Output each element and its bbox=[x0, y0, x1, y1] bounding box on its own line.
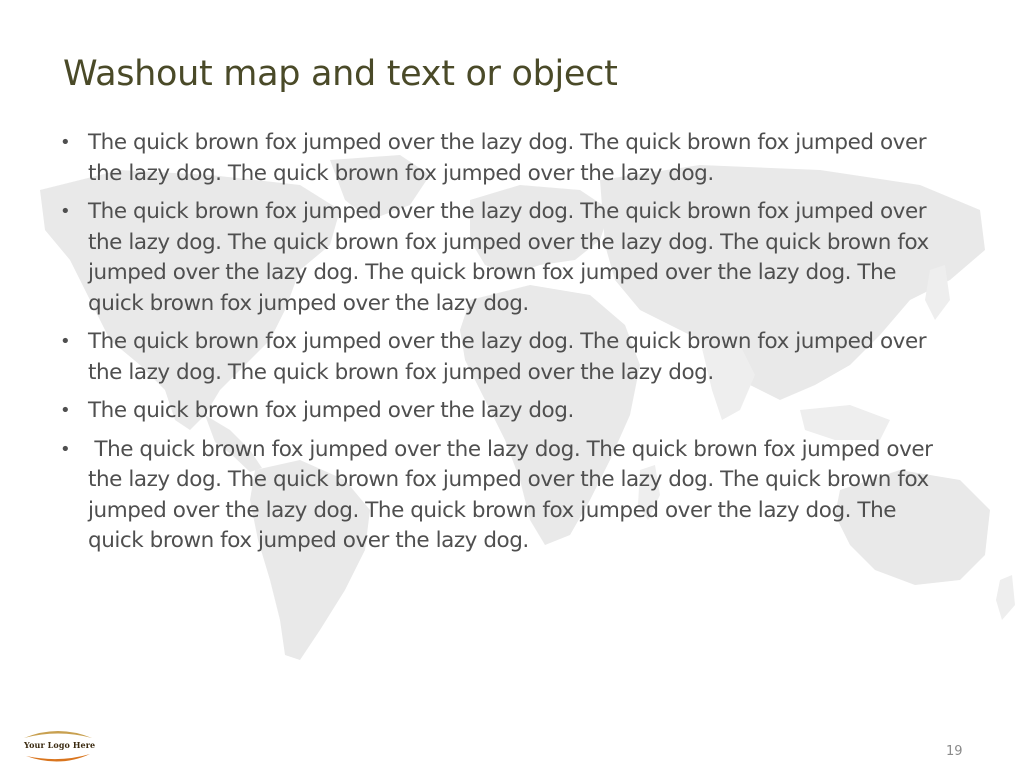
bullet-text: The quick brown fox jumped over the lazy dog. The quick brown fox jumped over the lazy dog. The quick brown fox jumped over the lazy dog. bbox=[88, 329, 927, 385]
slide-title: Washout map and text or object bbox=[63, 54, 618, 94]
bullet-text: The quick brown fox jumped over the lazy dog. The quick brown fox jumped over the lazy dog. The quick brown fox jumped over the lazy dog. The quick brown fox jumped over the lazy dog. The quick brown fox jumped over the lazy dog. The quick brown fox jumped over the lazy dog. bbox=[88, 436, 939, 553]
bullet-dot: • bbox=[60, 132, 71, 153]
bullet-list bbox=[56, 128, 956, 565]
bullet-item bbox=[56, 128, 956, 189]
bullet-item bbox=[56, 435, 956, 557]
page-number: 19 bbox=[946, 744, 963, 759]
bullet-dot: • bbox=[60, 438, 71, 460]
logo-text: Your Logo Here bbox=[24, 740, 96, 750]
bullet-text: The quick brown fox jumped over the lazy dog. bbox=[88, 398, 574, 423]
bullet-item bbox=[56, 327, 956, 388]
bullet-dot: • bbox=[60, 331, 71, 352]
bullet-text: The quick brown fox jumped over the lazy dog. The quick brown fox jumped over the lazy dog. The quick brown fox jumped over the lazy dog. bbox=[88, 130, 927, 186]
bullet-item bbox=[56, 396, 956, 427]
bullet-dot: • bbox=[60, 400, 71, 421]
bullet-dot: • bbox=[60, 201, 71, 222]
company-logo bbox=[20, 726, 96, 766]
bullet-text: The quick brown fox jumped over the lazy dog. The quick brown fox jumped over the lazy dog. The quick brown fox jumped over the lazy dog. The quick brown fox jumped over the lazy dog. The quick brown fox jumped over the lazy dog. The quick brown fox jumped over the lazy dog. bbox=[88, 199, 929, 316]
bullet-item bbox=[56, 197, 956, 319]
